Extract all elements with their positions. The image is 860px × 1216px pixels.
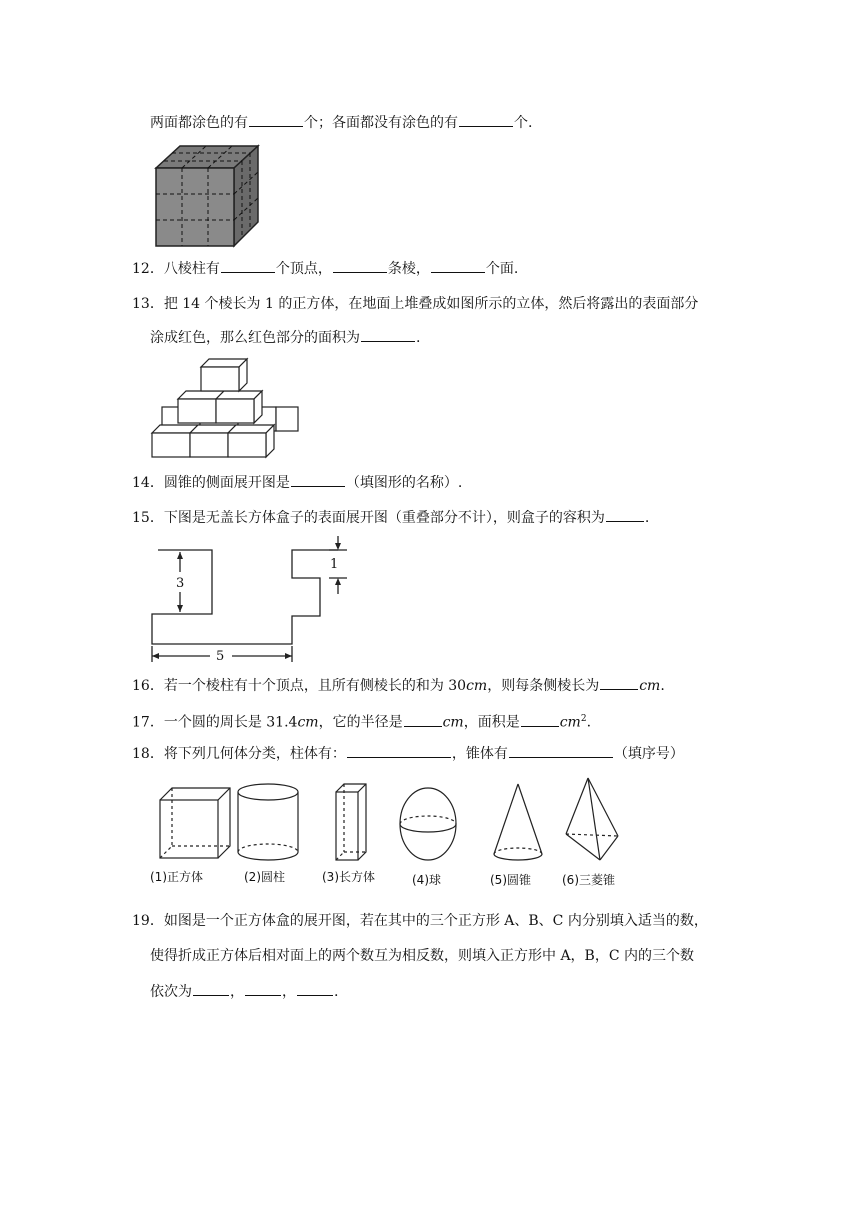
q18-text-a: 将下列几何体分类，柱体有： — [163, 746, 346, 762]
question-15 — [132, 507, 649, 528]
solid-label-cube: (1)正方体 — [150, 870, 203, 884]
q19-sep: ， — [230, 984, 244, 1000]
q13-text-line2: 涂成红色，那么红色部分的面积为 — [150, 330, 360, 346]
q19-text-line1: 如图是一个正方体盒的展开图，若在其中的三个正方形 A、B、C 内分别填入适当的数， — [163, 913, 708, 929]
q12-text-b: 个顶点， — [275, 261, 332, 277]
net-depth-label: 1 — [330, 557, 339, 572]
q16-unit: cm — [639, 678, 661, 694]
q12-text-d: 个面. — [485, 261, 519, 277]
answer-blank[interactable] — [333, 258, 387, 273]
question-13-line1 — [132, 294, 698, 314]
q13-number: 13． — [132, 296, 164, 312]
box-net-figure — [148, 532, 353, 667]
q18-text-b: ，锥体有 — [451, 746, 508, 762]
stacked-cubes-figure — [148, 355, 303, 461]
answer-blank[interactable] — [291, 472, 345, 487]
question-19-line1 — [132, 911, 708, 931]
q17-unit: cm — [442, 714, 464, 731]
question-16 — [132, 675, 665, 696]
answer-blank[interactable] — [606, 507, 644, 522]
question-18 — [132, 743, 684, 764]
q18-text-c: （填序号） — [613, 746, 684, 762]
net-width-label: 5 — [216, 649, 225, 664]
q19-text-line3: 依次为 — [150, 984, 192, 1000]
q16-text-end: . — [660, 678, 665, 694]
q17-text-b: ，它的半径是 — [318, 714, 403, 731]
q12-number: 12． — [132, 261, 164, 277]
answer-blank[interactable] — [600, 675, 638, 690]
answer-blank[interactable] — [431, 258, 485, 273]
q13-text-line1: 把 14 个棱长为 1 的正方体，在地面上堆叠成如图所示的立体，然后将露出的表面部分 — [163, 296, 699, 312]
question-19-line3 — [150, 981, 338, 1002]
question-17 — [132, 709, 591, 733]
net-height-label: 3 — [176, 576, 185, 591]
answer-blank[interactable] — [245, 981, 281, 996]
q19-sep: ， — [282, 984, 296, 1000]
answer-blank[interactable] — [221, 258, 275, 273]
answer-blank[interactable] — [297, 981, 333, 996]
q13-text-end: . — [416, 330, 421, 346]
q14-text-b: （填图形的名称）. — [345, 475, 463, 491]
answer-blank[interactable] — [361, 327, 415, 342]
q16-text-b: ，则每条侧棱长为 — [487, 678, 600, 694]
q17-superscript: 2 — [580, 714, 587, 724]
q17-number: 17． — [132, 714, 164, 731]
q19-text-line2: 使得折成正方体后相对面上的两个数互为相反数，则填入正方形中 A，B，C 内的三个数 — [150, 948, 695, 964]
answer-blank[interactable] — [347, 743, 451, 758]
q14-number: 14． — [132, 475, 164, 491]
answer-blank[interactable] — [509, 743, 613, 758]
q11-text-a: 两面都涂色的有 — [150, 115, 248, 131]
painted-cube-figure — [150, 140, 262, 250]
question-19-line2 — [150, 946, 694, 966]
q12-text-a: 八棱柱有 — [163, 261, 220, 277]
q12-text-c: 条棱， — [387, 261, 430, 277]
q11-continuation — [150, 112, 532, 133]
q17-unit: cm — [297, 714, 319, 731]
q15-number: 15． — [132, 510, 164, 526]
q17-unit: cm — [559, 714, 581, 731]
answer-blank[interactable] — [459, 112, 513, 127]
q16-unit: cm — [466, 678, 488, 694]
q16-number: 16． — [132, 678, 164, 694]
solid-label-pyramid: (6)三菱锥 — [562, 873, 615, 887]
q19-number: 19． — [132, 913, 164, 929]
question-14 — [132, 472, 462, 493]
solid-label-cylinder: (2)圆柱 — [244, 870, 285, 884]
q18-number: 18． — [132, 746, 164, 762]
q15-text-a: 下图是无盖长方体盒子的表面展开图（重叠部分不计），则盒子的容积为 — [163, 510, 605, 526]
q19-text-end: . — [334, 984, 339, 1000]
q14-text-a: 圆锥的侧面展开图是 — [163, 475, 290, 491]
answer-blank[interactable] — [193, 981, 229, 996]
question-12 — [132, 258, 518, 279]
q17-text-a: 一个圆的周长是 31.4 — [163, 714, 298, 731]
q16-text-a: 若一个棱柱有十个顶点，且所有侧棱长的和为 30 — [163, 678, 467, 694]
question-13-line2 — [150, 327, 420, 348]
q11-text-c: 个. — [514, 115, 533, 131]
solids-figure — [148, 774, 633, 892]
answer-blank[interactable] — [404, 712, 442, 727]
q11-text-b: 个；各面都没有涂色的有 — [304, 115, 458, 131]
q17-text-end: . — [586, 714, 592, 731]
answer-blank[interactable] — [249, 112, 303, 127]
solid-label-sphere: (4)球 — [412, 873, 441, 887]
q17-text-c: ，面积是 — [463, 714, 520, 731]
solid-label-cuboid: (3)长方体 — [322, 870, 375, 884]
solid-label-cone: (5)圆锥 — [490, 873, 531, 887]
q15-text-end: . — [644, 510, 650, 526]
answer-blank[interactable] — [521, 712, 559, 727]
